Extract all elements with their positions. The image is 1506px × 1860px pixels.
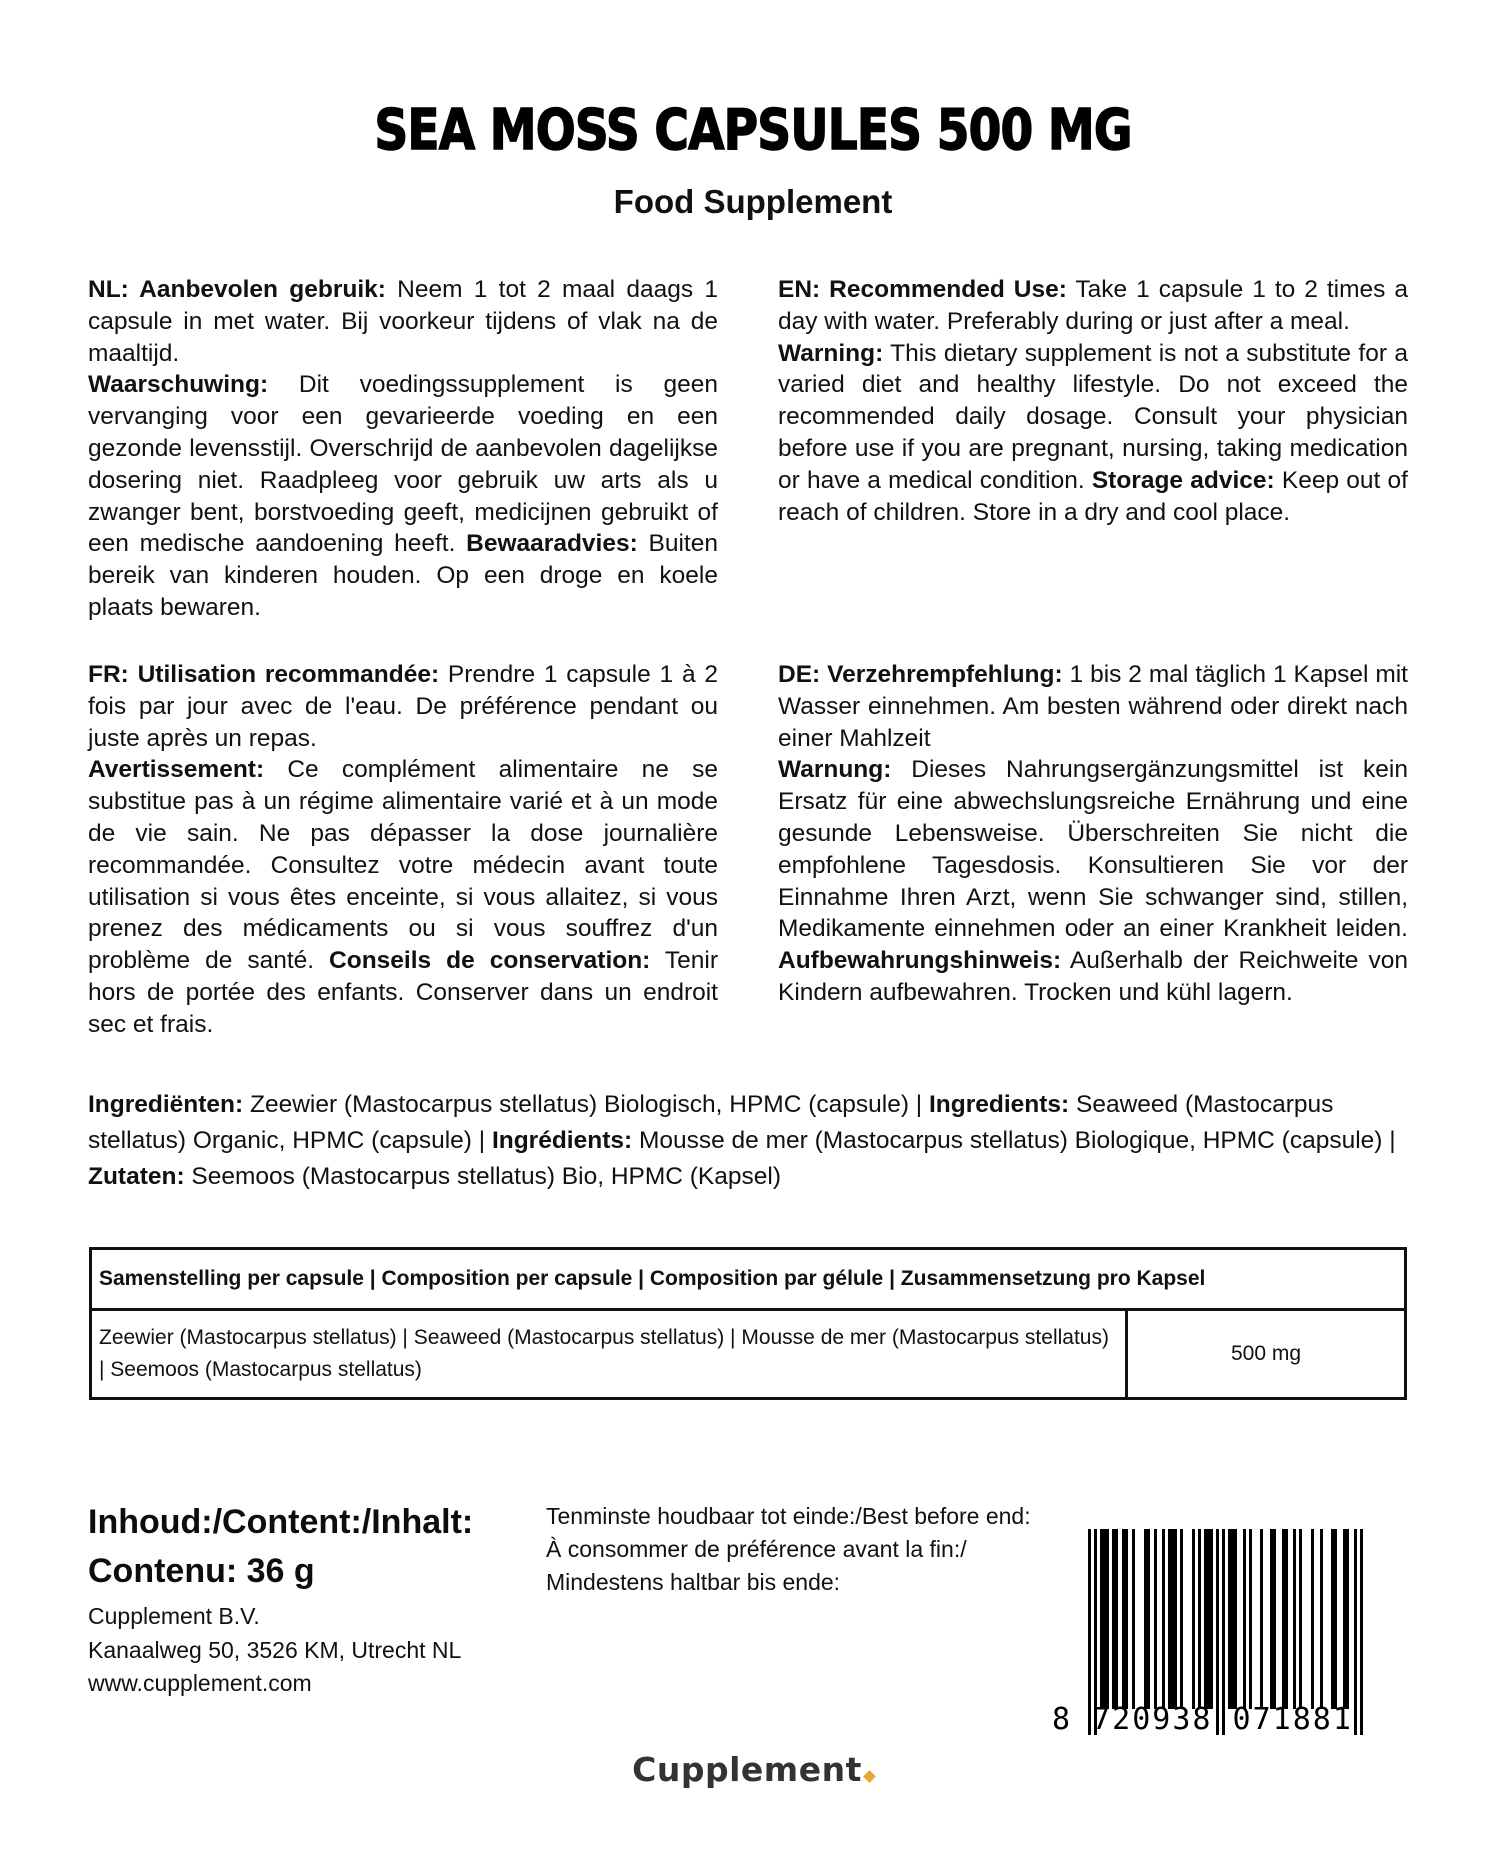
company-website: www.cupplement.com bbox=[88, 1670, 312, 1696]
table-header-row bbox=[91, 1249, 1406, 1310]
product-title: SEA MOSS CAPSULES 500 MG bbox=[374, 98, 1132, 163]
best-before-line-1: Tenminste houdbaar tot einde:/Best before end: bbox=[546, 1503, 1031, 1529]
de-storage-label: Aufbewahrungshinweis: bbox=[778, 947, 1062, 975]
brand-logo bbox=[0, 1748, 1506, 1792]
de-storage-text: Außerhalb der Reichweite von Kindern aufbewahren. Trocken und kühl lagern. bbox=[778, 947, 1408, 1006]
nl-text bbox=[88, 274, 718, 624]
best-before-line-3: Mindestens haltbar bis ende: bbox=[546, 1569, 841, 1595]
nl-use-text: Neem 1 tot 2 maal daags 1 capsule in met water. Bij voorkeur tijdens of vlak na de maaltijd. bbox=[88, 276, 718, 367]
ingredients-fr-label: Ingrédients: bbox=[491, 1127, 633, 1154]
nl-storage-label: Bewaaradvies: bbox=[466, 530, 638, 558]
ingredients-nl-label: Ingrediënten: bbox=[88, 1091, 244, 1118]
ingredient-cell: Zeewier (Mastocarpus stellatus) | Seaweed (Mastocarpus stellatus) | Mousse de mer (Mastocarpus stellatus) | Seemoos (Mastocarpus stellatus) bbox=[91, 1310, 1127, 1399]
product-subtitle: Food Supplement bbox=[613, 183, 893, 220]
de-use-text: 1 bis 2 mal täglich 1 Kapsel mit Wasser einnehmen. Am besten während oder direkt nach einer Mahlzeit bbox=[778, 661, 1408, 752]
section-en bbox=[778, 274, 1408, 528]
composition-table bbox=[89, 1247, 1407, 1400]
best-before-line-2: À consommer de préférence avant la fin:/ bbox=[546, 1536, 967, 1562]
fr-text bbox=[88, 659, 718, 1041]
ingredients-nl-text: Zeewier (Mastocarpus stellatus) Biologisch, HPMC (capsule) | bbox=[243, 1091, 929, 1118]
de-warning-label: Warnung: bbox=[778, 756, 892, 784]
best-before-block bbox=[546, 1500, 1031, 1599]
company-info bbox=[88, 1600, 461, 1701]
ingredients-de-label: Zutaten: bbox=[88, 1163, 185, 1190]
en-text bbox=[778, 274, 1408, 528]
fr-storage-text: Tenir hors de portée des enfants. Conserver dans un endroit sec et frais. bbox=[88, 947, 718, 1038]
content-amount: Contenu: 36 g bbox=[88, 1552, 315, 1590]
nl-warning-text: Dit voedingssupplement is geen vervanging voor een gevarieerde voeding en een gezonde levensstijl. Overschrijd de aanbevolen dagelijkse dosering niet. Raadpleeg voor gebruik uw arts als u zwanger bent, borstvoeding geeft, medicijnen gebruikt of een medische aandoening heeft. bbox=[88, 371, 718, 558]
content-label: Inhoud:/Content:/Inhalt: bbox=[88, 1503, 474, 1541]
ingredients-fr-text: Mousse de mer (Mastocarpus stellatus) Biologique, HPMC (capsule) | bbox=[632, 1127, 1396, 1154]
nl-storage-text: Buiten bereik van kinderen houden. Op een droge en koele plaats bewaren. bbox=[88, 530, 718, 621]
ingredients-block bbox=[88, 1087, 1408, 1195]
en-use-text: Take 1 capsule 1 to 2 times a day with water. Preferably during or just after a meal. bbox=[778, 276, 1408, 335]
barcode-digits: 8 720938 071881 bbox=[1052, 1702, 1353, 1737]
company-address: Kanaalweg 50, 3526 KM, Utrecht NL bbox=[88, 1636, 462, 1663]
fr-warning-label: Avertissement: bbox=[88, 756, 265, 784]
net-content bbox=[88, 1498, 473, 1596]
en-storage-label: Storage advice: bbox=[1091, 466, 1275, 494]
logo-diamond-icon bbox=[863, 1770, 876, 1783]
de-warning-text: Dieses Nahrungsergänzungsmittel ist kein Ersatz für eine abwechslungsreiche Ernährung und eine gesunde Lebensweise. Überschreiten Sie nicht die empfohlene Tagesdosis. Konsultieren Sie vor der Einnahme Ihren Arzt, wenn Sie schwanger sind, stillen, Medikamente einnehmen oder an einer Krankheit leiden. bbox=[778, 756, 1408, 943]
fr-use-text: Prendre 1 capsule 1 à 2 fois par jour avec de l'eau. De préférence pendant ou juste après un repas. bbox=[88, 661, 719, 752]
en-warning-text: This dietary supplement is not a substitute for a varied diet and healthy lifestyle. Do not exceed the recommended daily dosage. Consult your physician before use if you are pregnant, nursing, taking medication or have a medical condition. bbox=[778, 339, 1408, 494]
fr-warning-text: Ce complément alimentaire ne se substitue pas à un régime alimentaire varié et à un mode de vie sain. Ne pas dépasser la dose journalière recommandée. Consultez votre médecin avant toute utilisation si vous êtes enceinte, si vous allaitez, si vous prenez des médicaments ou si vous souffrez d'un problème de santé. bbox=[88, 756, 718, 975]
ingredients-en-text: Seaweed (Mastocarpus stellatus) Organic, HPMC (capsule) | bbox=[88, 1091, 1334, 1154]
ingredients-de-text: Seemoos (Mastocarpus stellatus) Bio, HPMC (Kapsel) bbox=[184, 1163, 781, 1190]
de-use-label: DE: Verzehrempfehlung: bbox=[778, 661, 1063, 688]
en-use-label: EN: Recommended Use: bbox=[778, 276, 1067, 303]
nl-use-label: NL: Aanbevolen gebruik: bbox=[88, 276, 386, 303]
en-warning-label: Warning: bbox=[778, 339, 884, 367]
nl-warning-label: Waarschuwing: bbox=[88, 371, 269, 399]
de-text bbox=[778, 659, 1408, 1009]
logo-text: Cupplement bbox=[632, 1750, 862, 1789]
amount-cell: 500 mg bbox=[1127, 1310, 1406, 1399]
fr-use-label: FR: Utilisation recommandée: bbox=[88, 661, 440, 688]
fr-storage-label: Conseils de conservation: bbox=[329, 947, 651, 975]
ingredients-en-label: Ingredients: bbox=[928, 1091, 1070, 1118]
table-row bbox=[91, 1310, 1406, 1399]
section-de bbox=[778, 659, 1408, 1009]
company-name: Cupplement B.V. bbox=[88, 1603, 260, 1629]
section-fr bbox=[88, 659, 718, 1041]
table-header-cell: Samenstelling per capsule | Composition per capsule | Composition par gélule | Zusammensetzung pro Kapsel bbox=[91, 1249, 1406, 1310]
en-storage-text: Keep out of reach of children. Store in a dry and cool place. bbox=[778, 466, 1408, 526]
section-nl bbox=[88, 274, 718, 624]
